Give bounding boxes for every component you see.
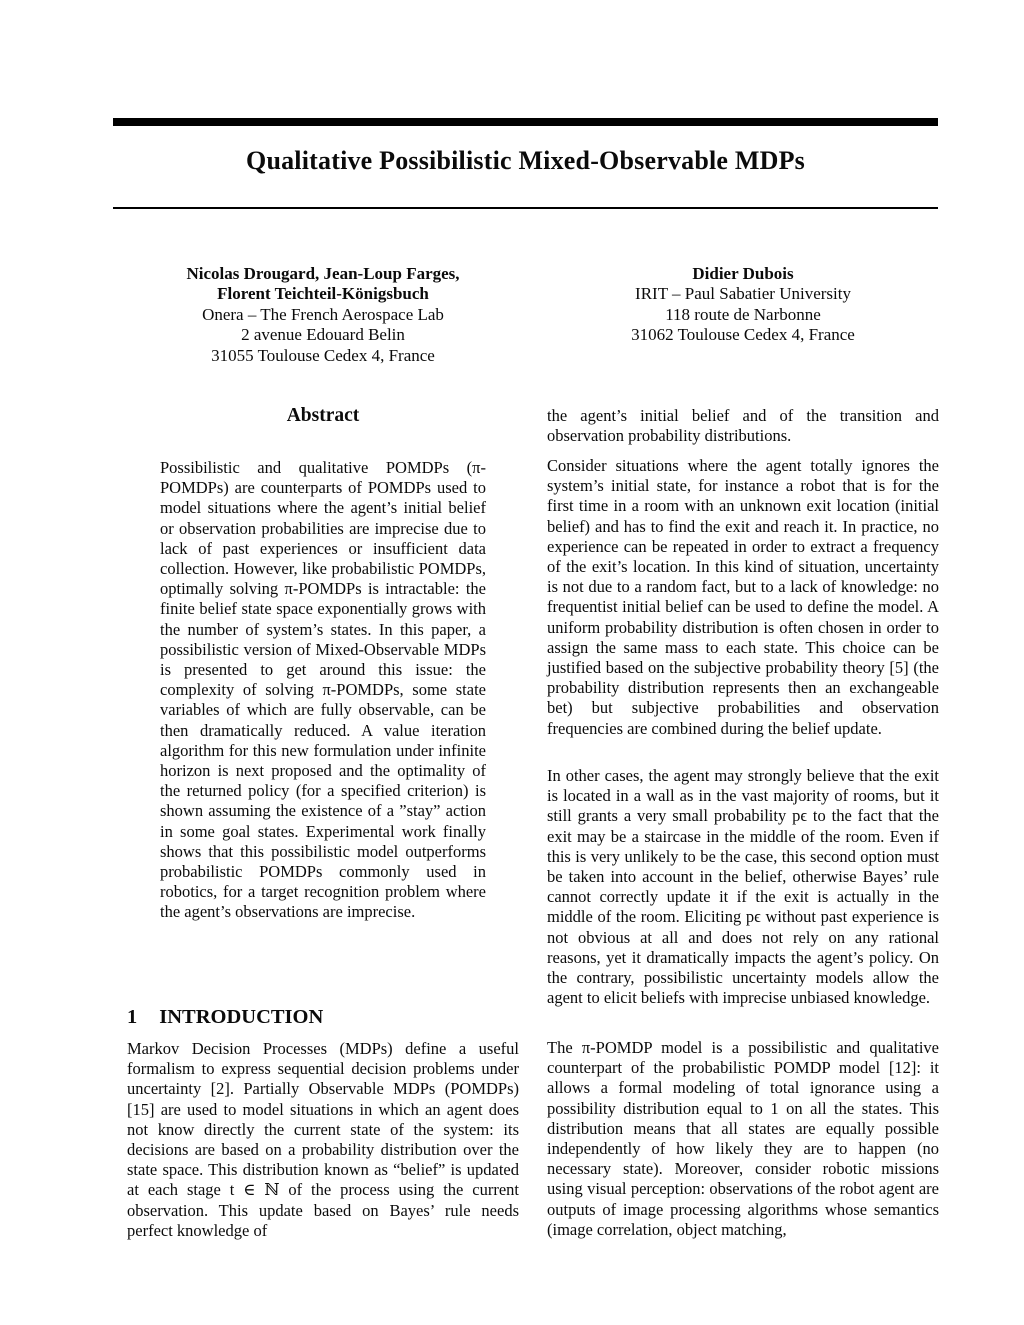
- section-title: INTRODUCTION: [159, 1006, 324, 1028]
- author-affiliation: Onera – The French Aerospace Lab: [202, 304, 444, 324]
- paper-title: Qualitative Possibilistic Mixed-Observable MDPs: [246, 146, 805, 175]
- author-affiliation: IRIT – Paul Sabatier University: [635, 284, 851, 304]
- author-address: 31055 Toulouse Cedex 4, France: [211, 345, 435, 365]
- body-paragraph: The π-POMDP model is a possibilistic and qualitative counterpart of the probabilistic POMDP model [12]: it allows a formal modeling of total ignorance using a possibility distribution equal to 1 on all the states. This distribution means that all states are equally possible independently of how likely they are to happen (no necessary state). Moreover, consider robotic missions using visual perception: observations of the robot agent are outputs of image processing algorithms whose semantics (image correlation, object matching,: [547, 1038, 939, 1239]
- author-group-right: [547, 264, 939, 346]
- author-group-left: [127, 264, 519, 366]
- section-number: 1: [127, 1006, 138, 1028]
- author-name: Didier Dubois: [692, 264, 794, 283]
- author-address: 31062 Toulouse Cedex 4, France: [631, 325, 855, 345]
- body-paragraph: Consider situations where the agent totally ignores the system’s initial state, for instance a robot that is for the first time in a room with an unknown exit location (initial belief) and has to find the exit and reach it. In practice, no experience can be repeated in order to extract a frequency of the exit’s location. In this kind of situation, uncertainty is not due to a random fact, but to a lack of knowledge: no frequentist initial belief can be used to define the model. A uniform probability distribution is often chosen in order to assign the same mass to each state. This choice can be justified based on the subjective probability theory [5] (the probability distribution represents then an exchangeable bet) but subjective probabilities and observation frequencies are combined during the belief update.: [547, 456, 939, 738]
- author-name: Florent Teichteil-Königsbuch: [217, 284, 429, 304]
- abstract-paragraph: Possibilistic and qualitative POMDPs (π-POMDPs) are counterparts of POMDPs used to model situations where the agent’s initial belief or observation probabilities are imprecise due to lack of past experiences or insufficient data collection. However, like probabilistic POMDPs, optimally solving π-POMDPs is intractable: the finite belief state space exponentially grows with the number of system’s states. In this paper, a possibilistic version of Mixed-Observable MDPs is presented to get around this issue: the complexity of solving π-POMDPs, some state variables of which are fully observable, can be then dramatically reduced. A value iteration algorithm for this new formulation under infinite horizon is next proposed and the optimality of the returned policy (for a specified criterion) is shown assuming the existence of a ”stay” action in some goal states. Experimental work finally shows that this possibilistic model outperforms probabilistic POMDPs commonly used in robotics, for a target recognition problem where the agent’s observations are imprecise.: [160, 458, 486, 922]
- title-rule: [113, 207, 938, 209]
- author-name: Nicolas Drougard, Jean-Loup Farges,: [186, 264, 460, 283]
- body-paragraph-continuation: the agent’s initial belief and of the transition and observation probability distributions.: [547, 406, 939, 446]
- intro-paragraph: Markov Decision Processes (MDPs) define a useful formalism to express sequential decision problems under uncertainty [2]. Partially Observable MDPs (POMDPs) [15] are used to model situations in which an agent does not know directly the current state of the system: its decisions are based on a probability distribution over the state space. This distribution known as “belief” is updated at each stage t ∈ ℕ of the process using the current observation. This update based on Bayes’ rule needs perfect knowledge of: [127, 1039, 519, 1240]
- section-heading-introduction: [127, 1006, 519, 1029]
- top-rule: [113, 118, 938, 126]
- body-paragraph: In other cases, the agent may strongly believe that the exit is located in a wall as in the vast majority of rooms, but it still grants a very small probability pϵ to the fact that the exit may be a staircase in the middle of the room. Even if this is very unlikely to be the case, this second option must be taken into account in the belief, otherwise Bayes’ rule cannot correctly update it if the exit is actually in the middle of the room. Eliciting pϵ without past experience is not obvious at all and does not rely on any rational reasons, yet it dramatically impacts the agent’s policy. On the contrary, possibilistic uncertainty models allow the agent to elicit beliefs with imprecise unbiased knowledge.: [547, 766, 939, 1008]
- author-address: 118 route de Narbonne: [665, 304, 821, 324]
- abstract-heading: Abstract: [286, 405, 360, 426]
- author-address: 2 avenue Edouard Belin: [241, 325, 405, 345]
